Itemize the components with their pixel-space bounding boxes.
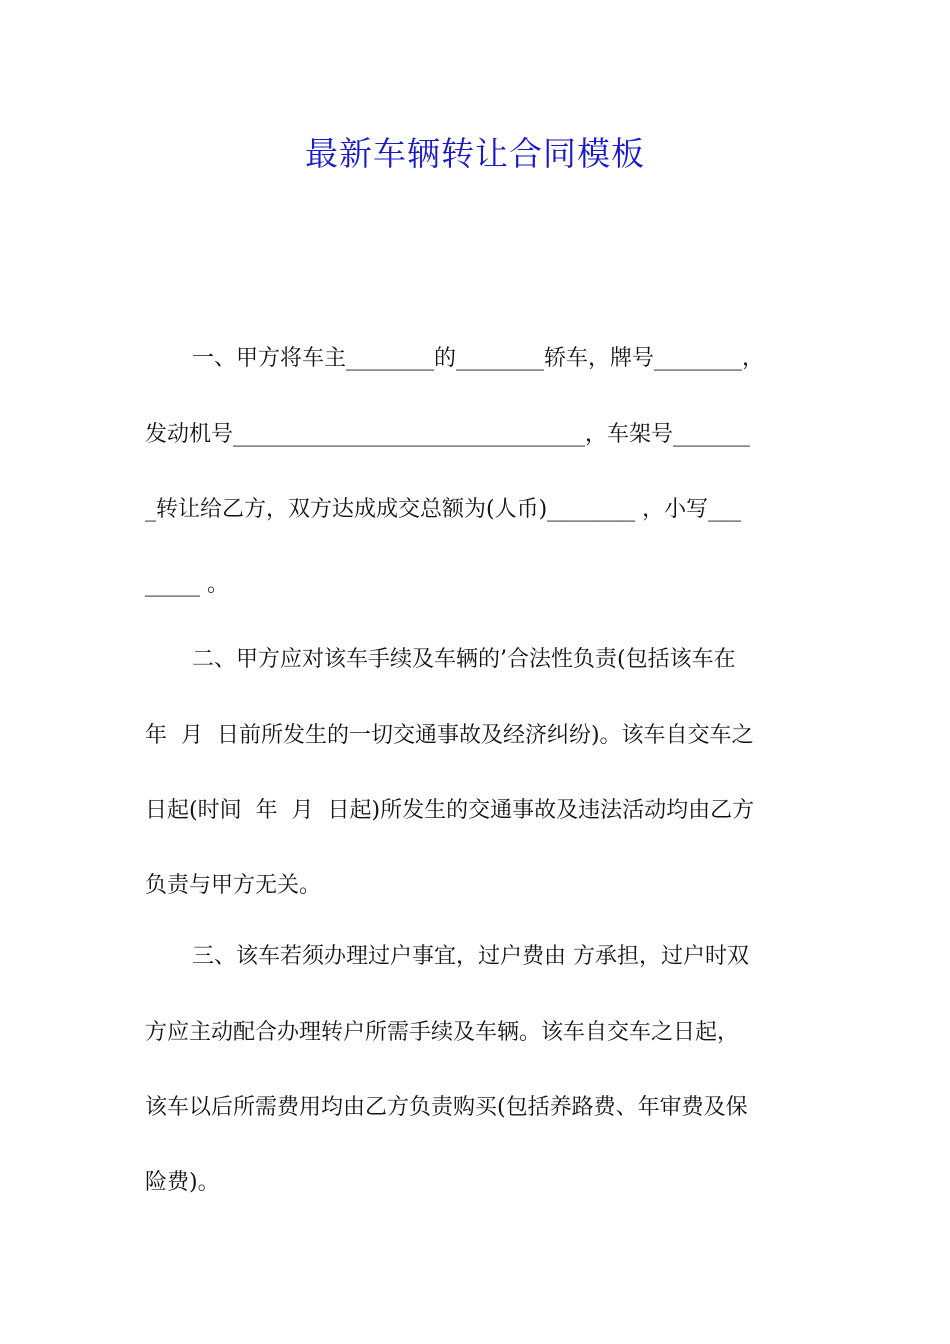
paragraph-line: 方应主动配合办理转户所需手续及车辆。该车自交车之日起， xyxy=(145,1020,740,1045)
paragraph-line: 日起(时间 年 月 日起)所发生的交通事故及违法活动均由乙方 xyxy=(145,798,755,823)
paragraph-line: 该车以后所需费用均由乙方负责购买(包括养路费、年审费及保 xyxy=(145,1095,748,1120)
paragraph-line: 险费)。 xyxy=(145,1170,220,1195)
document-title: 最新车辆转让合同模板 xyxy=(305,134,645,173)
paragraph-line: _____ 。 xyxy=(145,572,229,597)
paragraph-line: 发动机号________________________________，车架号_______ xyxy=(145,422,751,447)
paragraph-line: 二、甲方应对该车手续及车辆的’合法性负责(包括该车在 xyxy=(192,647,736,672)
paragraph-line: 三、该车若须办理过户事宜，过户费由 方承担，过户时双 xyxy=(192,944,749,969)
paragraph-line: _转让给乙方，双方达成成交总额为(人币)________ ，小写___ xyxy=(145,497,742,522)
paragraph-line: 一、甲方将车主________的________轿车，牌号________， xyxy=(192,346,765,371)
paragraph-line: 负责与甲方无关。 xyxy=(145,873,322,898)
paragraph-line: 年 月 日前所发生的一切交通事故及经济纠纷)。该车自交车之 xyxy=(145,723,754,748)
